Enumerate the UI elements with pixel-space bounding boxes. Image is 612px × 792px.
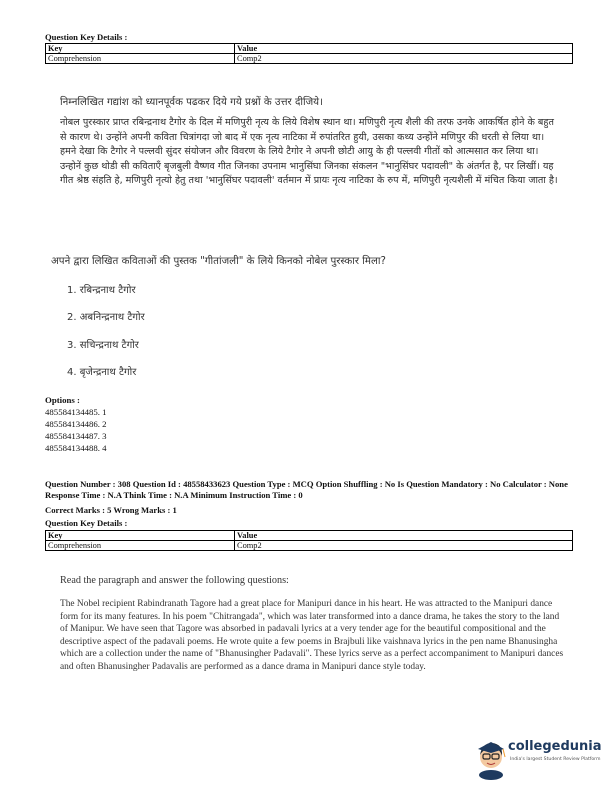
answer-option-2: 2. अबनिन्द्रनाथ टैगोर — [67, 312, 145, 323]
answer-option-4: 4. बृजेन्द्रनाथ टैगोर — [67, 367, 137, 378]
table-row — [46, 54, 573, 64]
table-cell-value: Comp2 — [235, 54, 573, 64]
answer-option-1: 1. रबिन्द्रनाथ टैगोर — [67, 285, 136, 296]
hindi-question: अपने द्वारा लिखित कविताओं की पुस्तक "गीतांजली" के लिये किनको नोबेल पुरस्कार मिला? — [51, 256, 386, 267]
table-cell-value: Comp2 — [235, 541, 573, 551]
table-header-value: Value — [235, 44, 573, 54]
table-header-row — [46, 44, 573, 54]
mascot-icon — [476, 735, 510, 780]
question-meta-line: Question Number : 308 Question Id : 48558433623 Question Type : MCQ Option Shuffling : No Is Question Mandatory : No Calculator : None Response Time : N.A Think Time : N.A Minimum Instruction Time : 0 — [45, 479, 568, 500]
hindi-instruction: निम्नलिखित गद्यांश को ध्यानपूर्वक पढकर दिये गये प्रश्नों के उत्तर दीजिये। — [60, 97, 323, 108]
key-value-table-top — [45, 43, 573, 64]
hindi-paragraph: नोबल पुरस्कार प्राप्त रबिन्द्रनाथ टैगोर के दिल में मणिपुरी नृत्य के लिये विशेष स्थान था। मणिपुरी नृत्य शैली की तरफ उनके आकर्षित होने के बहुत से कारण थे। उन्होंने अपनी कविता चित्रांगदा जो बाद में एक नृत्य नाटिका में रुपांतरित हुयी, उसका कथ्य उन्होंने मणिपुर की धरती से लिया था। हमने देखा कि टैगोर ने पल्लवी सुंदर संयोजन और विवरण के लिये टैगोर ने अपनी छोटी आयु के ही पल्लवी गीतों को आत्मसात कर लिया था। उन्होनें कुछ थोडी सी कविताएँ बृजबुली वैष्णव गीत जिनका उपनाम भानुसिंघा जिनका संकलन "भानुसिंघर पदावली" के अंतर्गत है, पर लिखीं। यह गीत श्रेष्ठ संहति हे, मणिपुरी नृत्यो हेतु तथा 'भानुसिंघर पदावली' वर्तमान में प्रायः नृत्य नाटिका के रुप में, मणिपुरी नृत्यशैली में मंचित किया जाता है। — [60, 117, 558, 186]
options-title: Options : — [45, 395, 80, 405]
table-cell-key: Comprehension — [46, 54, 235, 64]
table-header-key: Key — [46, 531, 235, 541]
key-value-table-bottom — [45, 530, 573, 551]
table-cell-key: Comprehension — [46, 541, 235, 551]
answer-option-3: 3. सचिन्द्रनाथ टैगोर — [67, 340, 139, 351]
collegedunia-logo — [476, 735, 606, 780]
options-id-list — [45, 394, 107, 454]
table-header-value: Value — [235, 531, 573, 541]
brand-name: collegedunia — [508, 739, 602, 754]
option-id-item: 485584134486. 2 — [45, 419, 107, 429]
option-id-item: 485584134485. 1 — [45, 407, 107, 417]
english-instruction: Read the paragraph and answer the following questions: — [60, 575, 289, 586]
table-row — [46, 541, 573, 551]
question-key-details-title: Question Key Details : — [45, 32, 128, 42]
brand-tagline: India's largest Student Review Platform — [510, 757, 601, 762]
option-id-item: 485584134488. 4 — [45, 443, 107, 453]
table-header-row — [46, 531, 573, 541]
question-key-details-title-2: Question Key Details : — [45, 518, 128, 528]
table-header-key: Key — [46, 44, 235, 54]
english-paragraph: The Nobel recipient Rabindranath Tagore had a great place for Manipuri dance in his heart. He was attracted to the Manipuri dance form for its many features. In his poem "Chitrangada", which was later transformed into a dance drama, he takes the story to the land of Manipur. We have seen that Tagore was absorbed in padavali lyrics at a very tender age for the beautiful compositional and the descriptive aspect of the padavali poems. He wrote quite a few poems in Brajbuli like vaishnava lyrics in the pen name Bhanusingha which are a collection under the name of "Bhanusingher Padavali". These lyrics serve as a perfect accompaniment to Manipuri dances and often Bhanusingher Padavalis are performed as a dance drama in Manipuri dance style today. — [60, 599, 564, 672]
marks-line: Correct Marks : 5 Wrong Marks : 1 — [45, 505, 177, 515]
option-id-item: 485584134487. 3 — [45, 431, 107, 441]
